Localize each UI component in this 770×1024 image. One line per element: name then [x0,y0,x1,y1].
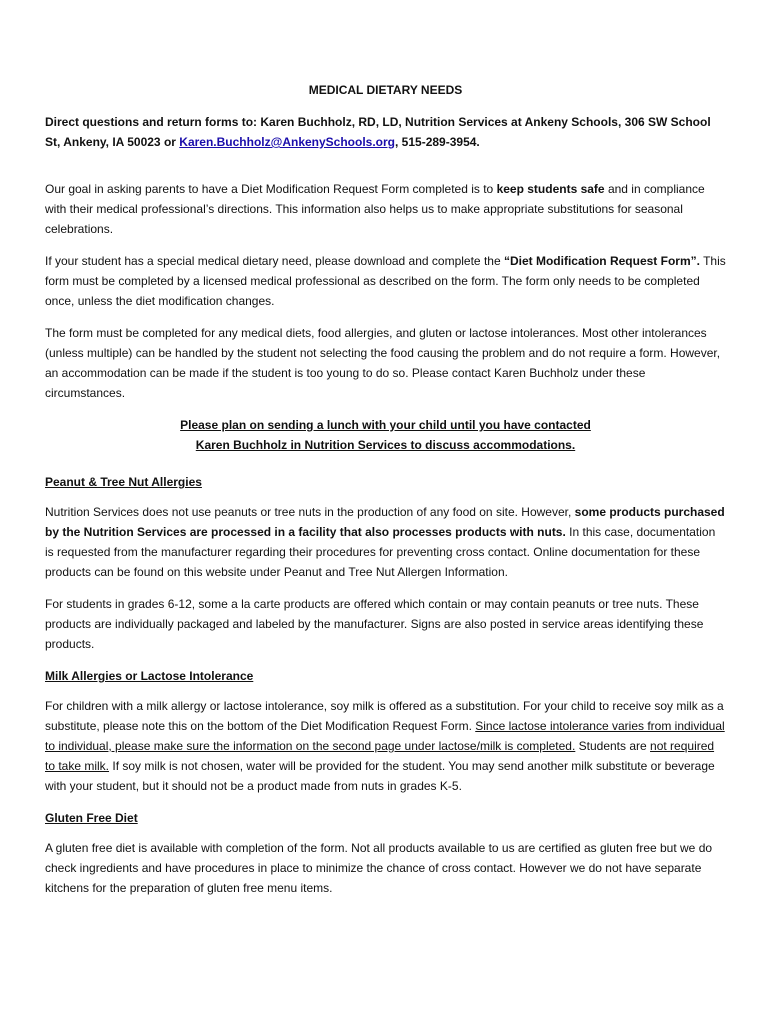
special-need-text: If your student has a special medical dietary need, please download and complete the [45,254,504,268]
milk-text: For children with a milk allergy or lactose intolerance, soy milk is offered as a substitution. For your child to receive soy milk as a substitute, please note this on the bottom of the Diet Modification Request Form. [45,699,724,733]
milk-text-end: If soy milk is not chosen, water will be provided for the student. You may send another milk substitute or beverage with your student, but it should not be a product made from nuts in grades K-5. [45,759,715,793]
milk-paragraph [45,696,726,796]
page-title: MEDICAL DIETARY NEEDS [308,83,463,97]
peanut-paragraph-1 [45,502,726,582]
lunch-notice-line-1: Please plan on sending a lunch with your child until you have contacted [180,418,591,432]
intro-text-end: and in compliance with their medical professional’s directions. This information also helps us to make appropriate substitutions for seasonal celebrations. [45,182,705,236]
special-need-paragraph [45,251,726,311]
intro-text: Our goal in asking parents to have a Diet Modification Request Form completed is to [45,182,497,196]
contact-phone: , 515-289-3954. [395,135,480,149]
milk-not-required-note: not required to take milk. [45,739,715,773]
lunch-notice [45,415,726,455]
peanut-paragraph-2: For students in grades 6-12, some a la carte products are offered which contain or may contain peanuts or tree nuts. These products are individually packaged and labeled by the manufacturer. Signs are also posted in service areas identifying these products. [45,597,704,651]
gluten-paragraph: A gluten free diet is available with completion of the form. Not all products available to us are certified as gluten free but we do check ingredients and have procedures in place to minimize the chance of cross contact. However we do not have separate kitchens for the preparation of gluten free menu items. [45,841,713,895]
special-need-text-end: This form must be completed by a licensed medical professional as described on the form. The form only needs to be completed once, unless the diet modification changes. [45,254,726,308]
peanut-p1-emphasis: some products purchased by the Nutrition Services are processed in a facility that also processes products with nuts. [45,505,725,539]
intro-emphasis: keep students safe [496,182,605,196]
milk-lactose-note: Since lactose intolerance varies from individual to individual, please make sure the information on the second page under lactose/milk is completed. [45,719,725,753]
peanut-p1-text-end: In this case, documentation is requested from the manufacturer regarding their procedures for preventing cross contact. Online documentation for these products can be found on this website under Peanut and Tree Nut Allergen Information. [45,525,716,579]
lunch-notice-line-2: Karen Buchholz in Nutrition Services to discuss accommodations. [195,438,576,452]
contact-paragraph [45,112,726,152]
form-name-emphasis: “Diet Modification Request Form”. [503,254,700,268]
gluten-heading: Gluten Free Diet [45,811,138,825]
contact-email-link[interactable]: Karen.Buchholz@AnkenySchools.org [179,135,396,149]
intro-paragraph [45,179,726,239]
peanut-heading: Peanut & Tree Nut Allergies [45,475,202,489]
milk-heading: Milk Allergies or Lactose Intolerance [45,669,254,683]
milk-text-mid: Students are [575,739,651,753]
peanut-p1-text: Nutrition Services does not use peanuts or tree nuts in the production of any food on site. However, [45,505,575,519]
contact-text: Direct questions and return forms to: Karen Buchholz, RD, LD, Nutrition Services at Ankeny Schools, 306 SW School St, Ankeny, IA 50023 or [45,115,711,149]
form-required-paragraph: The form must be completed for any medical diets, food allergies, and gluten or lactose intolerances. Most other intolerances (unless multiple) can be handled by the student not selecting the food causing the problem and do not require a form. However, an accommodation can be made if the student is too young to do so. Please contact Karen Buchholz under these circumstances. [45,326,721,400]
